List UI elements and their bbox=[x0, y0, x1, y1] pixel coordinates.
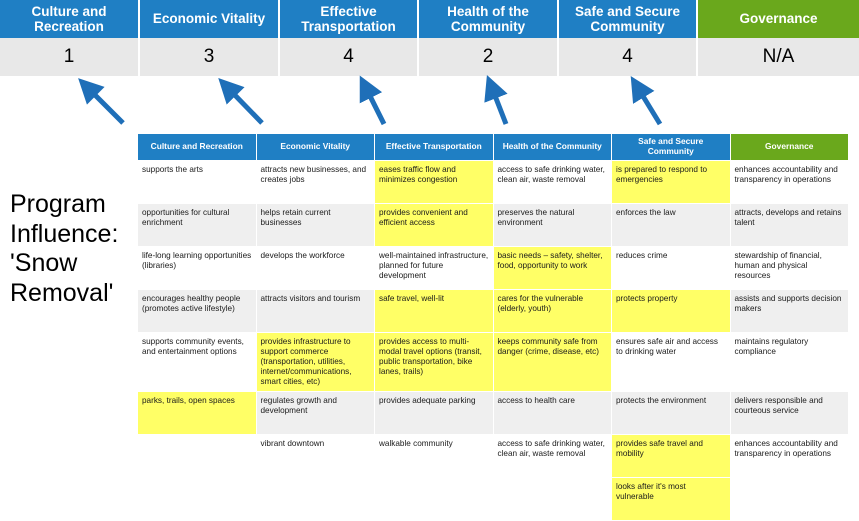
matrix-cell-r5-c2: provides infrastructure to support commerce (transportation, utilities, internet/communications, smart cities, etc) bbox=[256, 333, 375, 392]
outcome-header-health-of-the-community: Health of the Community bbox=[419, 0, 559, 38]
matrix-cell-r4-c3: safe travel, well-lit bbox=[375, 290, 494, 333]
matrix-cell-r6-c1: parks, trails, open spaces bbox=[138, 392, 257, 435]
outcome-header-governance: Governance bbox=[698, 0, 859, 38]
matrix-cell-r2-c3: provides convenient and efficient access bbox=[375, 204, 494, 247]
matrix-cell-r1-c4: access to safe drinking water, clean air, waste removal bbox=[493, 161, 612, 204]
table-row bbox=[138, 247, 849, 290]
matrix-cell-r3-c5: reduces crime bbox=[612, 247, 731, 290]
table-row bbox=[138, 290, 849, 333]
program-influence-caption: Program Influence: 'Snow Removal' bbox=[10, 190, 119, 307]
matrix-cell-r8-c1 bbox=[138, 478, 257, 521]
matrix-cell-r5-c3: provides access to multi-modal travel options (transit, public transportation, bike lanes, trails) bbox=[375, 333, 494, 392]
matrix-cell-r2-c1: opportunities for cultural enrichment bbox=[138, 204, 257, 247]
matrix-cell-r3-c6: stewardship of financial, human and physical resources bbox=[730, 247, 849, 290]
matrix-cell-r8-c6 bbox=[730, 478, 849, 521]
matrix-cell-r5-c4: keeps community safe from danger (crime, disease, etc) bbox=[493, 333, 612, 392]
matrix-cell-r6-c6: delivers responsible and courteous service bbox=[730, 392, 849, 435]
table-row bbox=[138, 435, 849, 478]
matrix-cell-r1-c1: supports the arts bbox=[138, 161, 257, 204]
matrix-cell-r4-c5: protects property bbox=[612, 290, 731, 333]
arrow-health-of-the-community bbox=[492, 88, 506, 124]
matrix-cell-r8-c2 bbox=[256, 478, 375, 521]
matrix-cell-r6-c4: access to health care bbox=[493, 392, 612, 435]
matrix-cell-r1-c5: is prepared to respond to emergencies bbox=[612, 161, 731, 204]
strategic-outcomes-score-band bbox=[0, 38, 859, 76]
matrix-cell-r5-c1: supports community events, and entertainment options bbox=[138, 333, 257, 392]
matrix-cell-r7-c6: enhances accountability and transparency in operations bbox=[730, 435, 849, 478]
matrix-cell-r7-c1 bbox=[138, 435, 257, 478]
outcome-header-effective-transportation: Effective Transportation bbox=[280, 0, 419, 38]
matrix-cell-r4-c2: attracts visitors and tourism bbox=[256, 290, 375, 333]
matrix-cell-r4-c6: assists and supports decision makers bbox=[730, 290, 849, 333]
outcome-score-safe-and-secure-community: 4 bbox=[559, 38, 698, 76]
matrix-cell-r7-c4: access to safe drinking water, clean air, waste removal bbox=[493, 435, 612, 478]
outcome-score-culture-and-recreation: 1 bbox=[0, 38, 140, 76]
outcome-header-safe-and-secure-community: Safe and Secure Community bbox=[559, 0, 698, 38]
matrix-cell-r1-c6: enhances accountability and transparency in operations bbox=[730, 161, 849, 204]
matrix-cell-r2-c5: enforces the law bbox=[612, 204, 731, 247]
table-row bbox=[138, 161, 849, 204]
table-row bbox=[138, 333, 849, 392]
matrix-cell-r3-c4: basic needs – safety, shelter, food, opportunity to work bbox=[493, 247, 612, 290]
outcome-header-culture-and-recreation: Culture and Recreation bbox=[0, 0, 140, 38]
outcome-header-economic-vitality: Economic Vitality bbox=[140, 0, 280, 38]
arrow-safe-and-secure-community bbox=[638, 88, 660, 124]
matrix-col-header-effective-transportation: Effective Transportation bbox=[375, 134, 494, 161]
matrix-cell-r3-c1: life-long learning opportunities (libraries) bbox=[138, 247, 257, 290]
matrix-cell-r2-c4: preserves the natural environment bbox=[493, 204, 612, 247]
matrix-cell-r8-c5: looks after it's most vulnerable bbox=[612, 478, 731, 521]
matrix-cell-r5-c6: maintains regulatory compliance bbox=[730, 333, 849, 392]
table-row bbox=[138, 478, 849, 521]
strategic-outcomes-header-band bbox=[0, 0, 859, 38]
outcome-score-health-of-the-community: 2 bbox=[419, 38, 559, 76]
matrix-cell-r2-c6: attracts, develops and retains talent bbox=[730, 204, 849, 247]
outcome-score-economic-vitality: 3 bbox=[140, 38, 280, 76]
matrix-col-header-governance: Governance bbox=[730, 134, 849, 161]
matrix-cell-r7-c3: walkable community bbox=[375, 435, 494, 478]
matrix-cell-r8-c4 bbox=[493, 478, 612, 521]
arrow-effective-transportation bbox=[366, 88, 384, 124]
outcome-score-effective-transportation: 4 bbox=[280, 38, 419, 76]
matrix-cell-r8-c3 bbox=[375, 478, 494, 521]
matrix-cell-r4-c1: encourages healthy people (promotes active lifestyle) bbox=[138, 290, 257, 333]
matrix-cell-r6-c3: provides adequate parking bbox=[375, 392, 494, 435]
matrix-col-header-health-of-the-community: Health of the Community bbox=[493, 134, 612, 161]
matrix-cell-r1-c2: attracts new businesses, and creates jobs bbox=[256, 161, 375, 204]
matrix-col-header-economic-vitality: Economic Vitality bbox=[256, 134, 375, 161]
matrix-col-header-culture-and-recreation: Culture and Recreation bbox=[138, 134, 257, 161]
matrix-cell-r7-c2: vibrant downtown bbox=[256, 435, 375, 478]
matrix-cell-r3-c2: develops the workforce bbox=[256, 247, 375, 290]
matrix-cell-r2-c2: helps retain current businesses bbox=[256, 204, 375, 247]
matrix-header-row bbox=[138, 134, 849, 161]
table-row bbox=[138, 392, 849, 435]
matrix-cell-r4-c4: cares for the vulnerable (elderly, youth) bbox=[493, 290, 612, 333]
table-row bbox=[138, 204, 849, 247]
outcome-score-governance: N/A bbox=[698, 38, 859, 76]
matrix-col-header-safe-and-secure-community: Safe and Secure Community bbox=[612, 134, 731, 161]
arrow-culture-and-recreation bbox=[88, 88, 123, 123]
matrix-cell-r5-c5: ensures safe air and access to drinking water bbox=[612, 333, 731, 392]
matrix-cell-r6-c2: regulates growth and development bbox=[256, 392, 375, 435]
matrix-cell-r1-c3: eases traffic flow and minimizes congestion bbox=[375, 161, 494, 204]
matrix-cell-r6-c5: protects the environment bbox=[612, 392, 731, 435]
outcomes-matrix-table bbox=[137, 133, 849, 521]
arrow-economic-vitality bbox=[228, 88, 262, 123]
matrix-cell-r3-c3: well-maintained infrastructure, planned for future development bbox=[375, 247, 494, 290]
matrix-body bbox=[138, 161, 849, 521]
matrix-cell-r7-c5: provides safe travel and mobility bbox=[612, 435, 731, 478]
